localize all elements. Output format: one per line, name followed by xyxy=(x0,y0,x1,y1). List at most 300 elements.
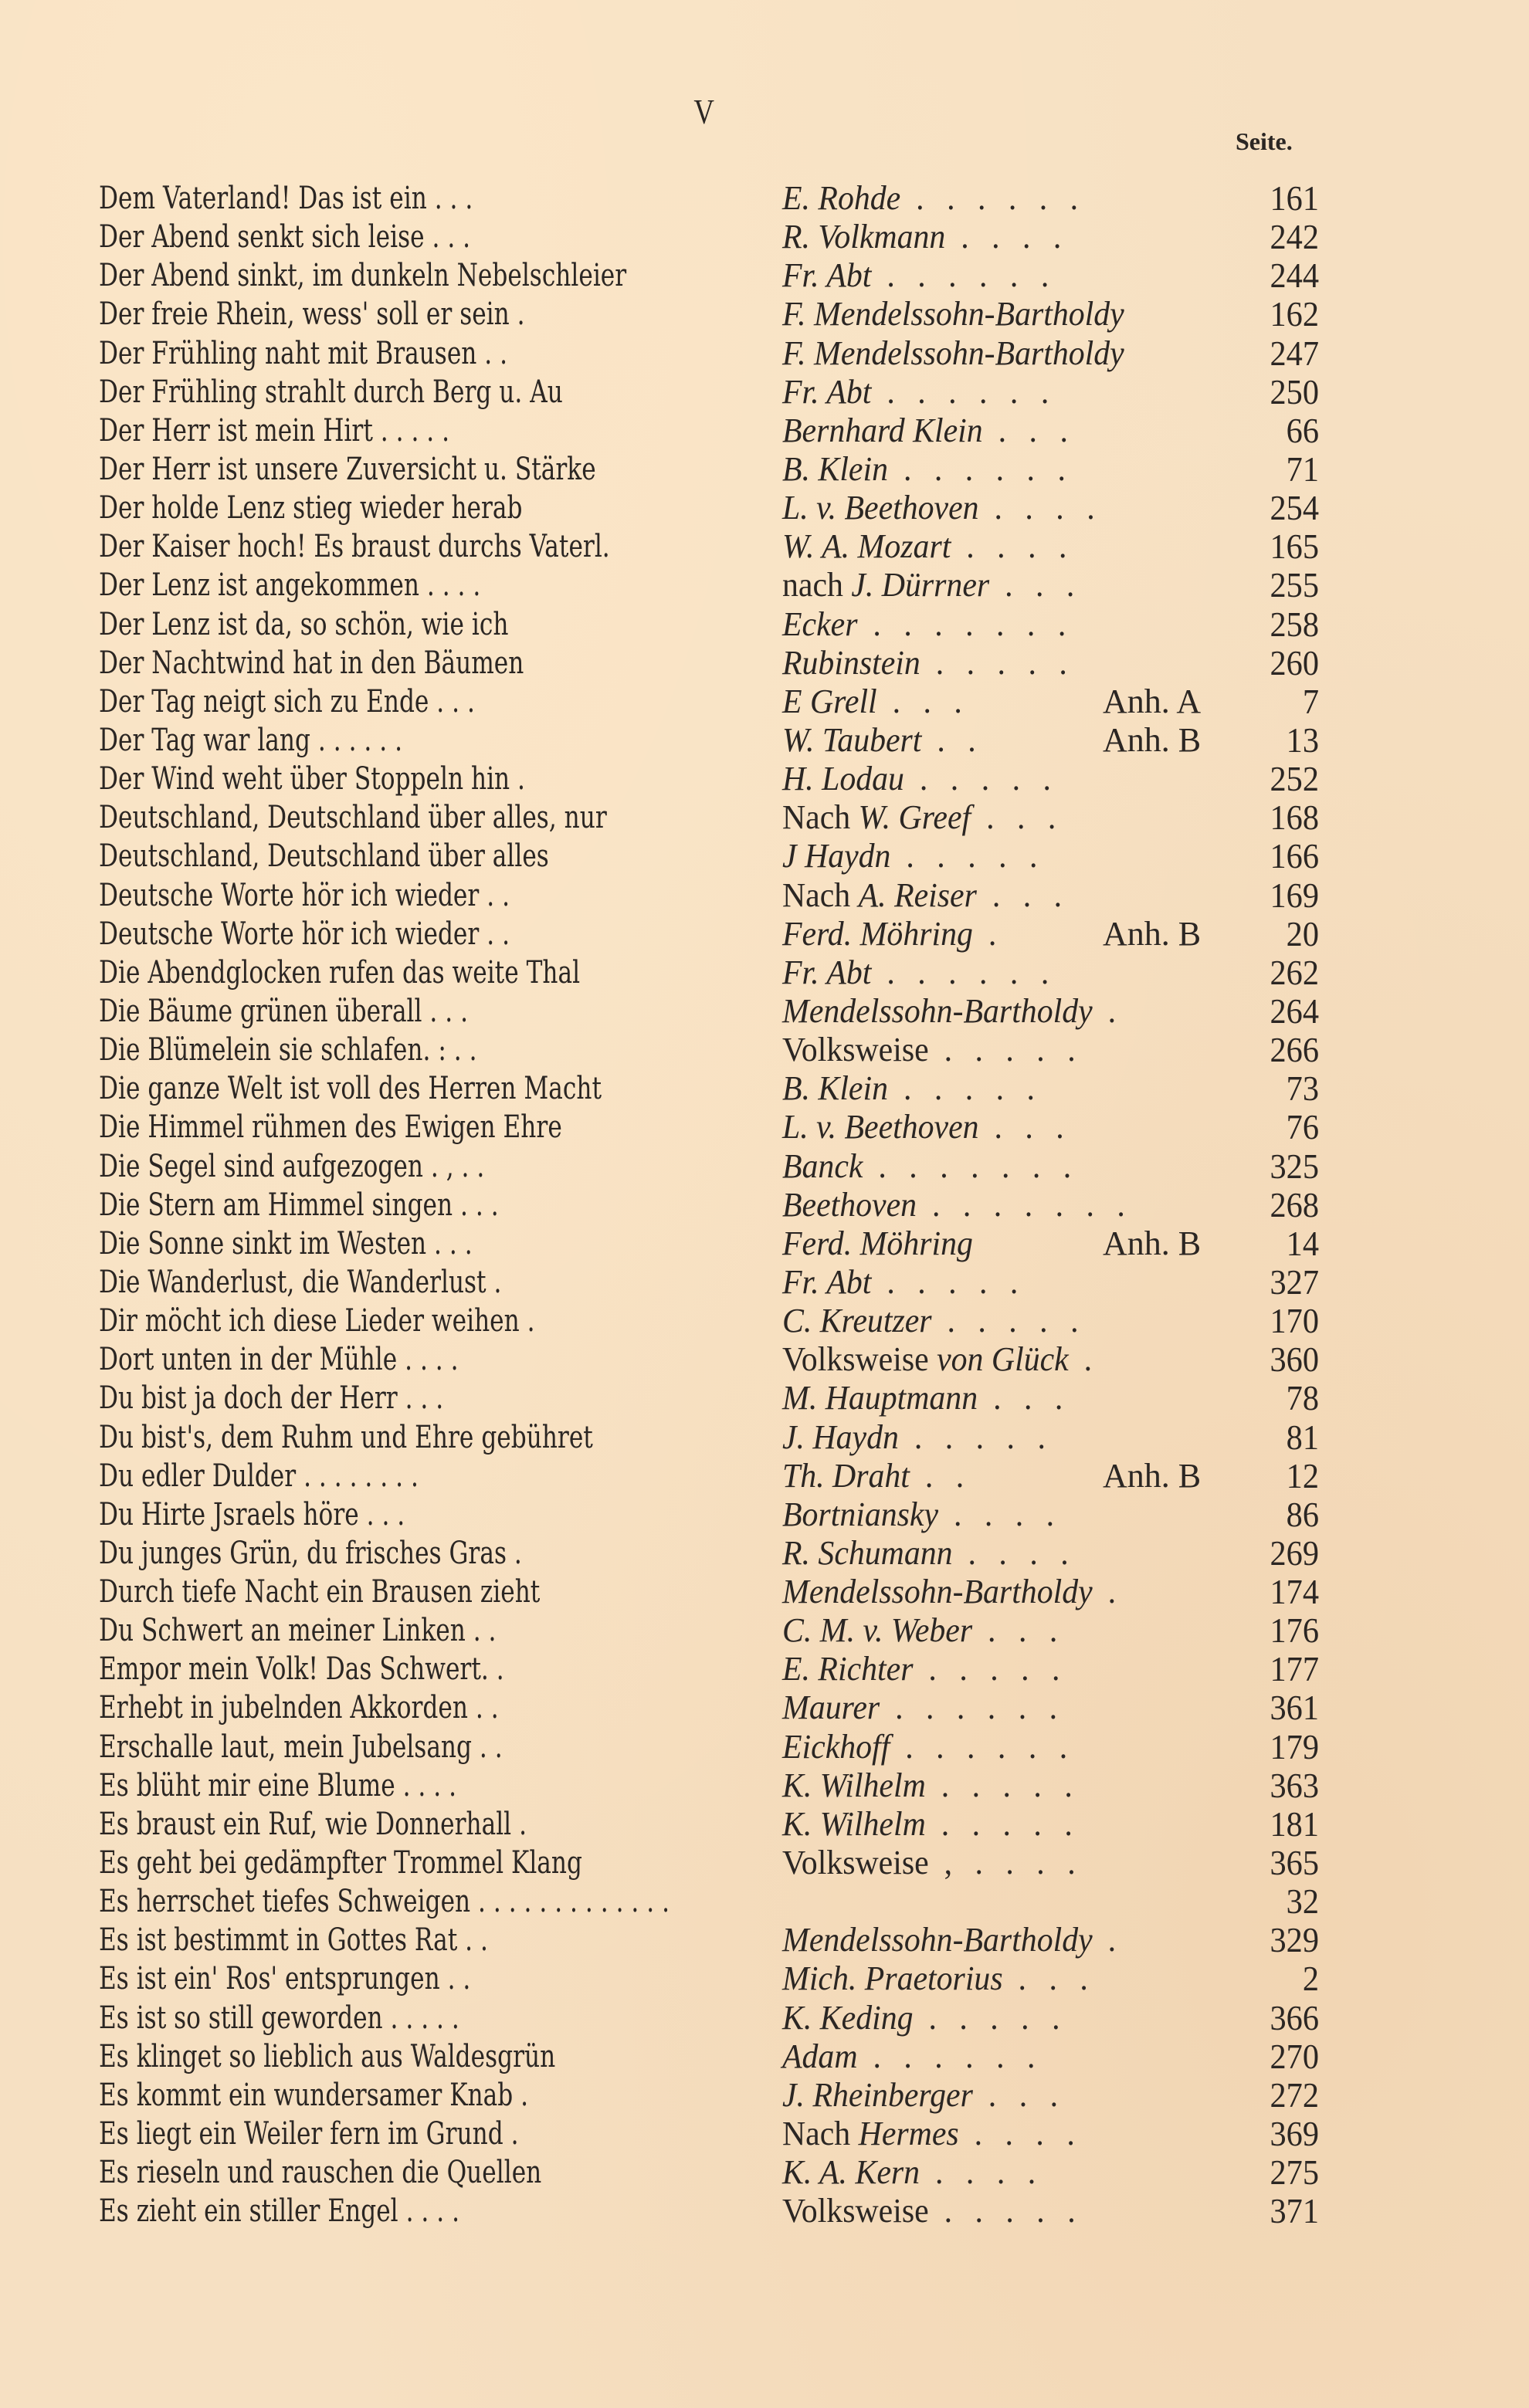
index-entry xyxy=(99,760,1319,798)
composer-prefix: Nach xyxy=(782,875,859,914)
page-ref: 254 xyxy=(1270,488,1319,528)
composer xyxy=(782,2115,1082,2153)
index-entry xyxy=(99,295,1319,334)
composer xyxy=(782,411,1075,450)
page-ref: 12 xyxy=(1286,1455,1319,1495)
page-ref: 2 xyxy=(1302,1959,1319,1999)
page-ref: 32 xyxy=(1286,1881,1319,1922)
index-entry xyxy=(99,1147,1319,1186)
dot-leader: . . . xyxy=(972,1611,1065,1650)
index-entry xyxy=(99,1766,1319,1805)
composer xyxy=(782,1688,1065,1727)
composer xyxy=(782,644,1074,682)
page-ref: 361 xyxy=(1270,1688,1319,1728)
index-entry xyxy=(99,2076,1319,2115)
page-ref: 165 xyxy=(1270,527,1319,567)
dot-leader: . . . xyxy=(971,798,1063,837)
composer-name: Bernhard Klein xyxy=(782,411,983,449)
page-ref: 269 xyxy=(1270,1533,1319,1573)
index-entry xyxy=(99,450,1319,489)
page-ref: 14 xyxy=(1286,1223,1319,1263)
page-ref: 266 xyxy=(1270,1030,1319,1070)
index-entry xyxy=(99,1844,1319,1882)
index-entry xyxy=(99,992,1319,1031)
dot-leader: . . . . xyxy=(945,218,1069,256)
composer-name: C. Kreutzer xyxy=(782,1302,932,1340)
composer-name: Fr. Abt xyxy=(782,953,872,991)
dot-leader: . . . . . xyxy=(887,1069,1042,1108)
composer xyxy=(782,1766,1080,1805)
page-ref: 268 xyxy=(1270,1184,1319,1224)
page-ref: 325 xyxy=(1270,1146,1319,1186)
dot-leader: . . . . . . xyxy=(880,1688,1065,1727)
composer-name: Maurer xyxy=(782,1688,880,1727)
index-entry xyxy=(99,2192,1319,2230)
composer xyxy=(782,218,1069,256)
composer-name: R. Volkmann xyxy=(782,218,946,256)
composer xyxy=(782,1921,1124,1959)
page-ref: 272 xyxy=(1270,2074,1319,2115)
composer-name: B. Klein xyxy=(782,449,888,488)
page-ref: 166 xyxy=(1270,836,1319,876)
page-ref: 73 xyxy=(1286,1069,1319,1109)
page-ref: 177 xyxy=(1270,1649,1319,1689)
composer-name: L. v. Beethoven xyxy=(782,1108,979,1146)
index-entry xyxy=(99,1573,1319,1611)
composer xyxy=(782,527,1074,566)
composer-name: Mendelssohn-Bartholdy xyxy=(782,991,1093,1030)
song-title: Du bist ja doch der Herr . . . xyxy=(99,1380,444,1417)
dot-leader: . . . . . . . xyxy=(917,1185,1133,1224)
song-title: Die Segel sind aufgezogen . , . . xyxy=(99,1148,485,1184)
index-entry xyxy=(99,1069,1319,1108)
dot-leader: . . . . xyxy=(938,1495,1062,1533)
index-entry xyxy=(99,527,1319,566)
song-title: Es ist so still geworden . . . . . xyxy=(99,2000,459,2036)
composer-name: Rubinstein xyxy=(782,643,920,682)
index-entry xyxy=(99,1959,1319,1998)
page-ref: 329 xyxy=(1270,1920,1319,1960)
page-ref: 260 xyxy=(1270,642,1319,682)
page-column-header: Seite. xyxy=(1236,127,1293,155)
composer-name: B. Klein xyxy=(782,1069,888,1108)
dot-leader: . . . . . . xyxy=(890,1727,1075,1766)
appendix-label: Anh. B xyxy=(1103,1224,1202,1262)
song-title: Die ganze Welt ist voll des Herren Macht xyxy=(99,1071,602,1107)
index-entry xyxy=(99,1495,1319,1534)
song-title: Der holde Lenz stieg wieder herab xyxy=(99,490,523,527)
composer xyxy=(782,1805,1080,1844)
index-entry xyxy=(99,2153,1319,2192)
composer-name: Ferd. Möhring xyxy=(782,1224,973,1262)
index-entry xyxy=(99,721,1319,760)
song-index-list xyxy=(99,179,1319,2230)
song-title: Deutschland, Deutschland über alles xyxy=(99,838,549,875)
song-title: Es zieht ein stiller Engel . . . . xyxy=(99,2193,460,2230)
index-entry xyxy=(99,566,1319,605)
song-title: Erschalle laut, mein Jubelsang . . xyxy=(99,1729,503,1765)
page-ref: 366 xyxy=(1270,1997,1319,2037)
dot-leader: . . . . . xyxy=(928,2192,1083,2230)
page-ref: 7 xyxy=(1302,681,1319,721)
page-ref: 264 xyxy=(1270,991,1319,1031)
page-ref: 20 xyxy=(1286,913,1319,953)
dot-leader: . . . . . . xyxy=(871,256,1056,295)
dot-leader: . . . xyxy=(978,1108,1072,1146)
composer xyxy=(782,1224,973,1263)
song-title: Die Himmel rühmen des Ewigen Ehre xyxy=(99,1109,562,1146)
dot-leader: . . . xyxy=(972,2075,1066,2114)
composer xyxy=(782,1147,1079,1186)
page-ref: 252 xyxy=(1270,759,1319,799)
song-title: Der Lenz ist da, so schön, wie ich xyxy=(99,606,509,642)
composer xyxy=(782,450,1073,489)
song-title: Es geht bei gedämpfter Trommel Klang xyxy=(99,1845,582,1881)
dot-leader: . . . . . xyxy=(871,1262,1026,1301)
composer-name: W. Taubert xyxy=(782,720,922,759)
dot-leader: . . . . . xyxy=(925,1766,1080,1804)
composer xyxy=(782,605,1073,644)
dot-leader: . . . . . xyxy=(904,760,1059,798)
composer xyxy=(782,1728,1075,1766)
song-title: Der Herr ist mein Hirt . . . . . xyxy=(99,412,450,449)
composer xyxy=(782,1457,971,1495)
page-ref: 270 xyxy=(1270,2036,1319,2076)
index-entry xyxy=(99,1418,1319,1457)
composer-name: F. Mendelssohn-Bartholdy xyxy=(782,295,1124,334)
composer-name: Adam xyxy=(782,2037,858,2075)
page-ref: 81 xyxy=(1286,1417,1319,1457)
composer-attribution: von Glück xyxy=(937,1340,1069,1379)
song-title: Es blüht mir eine Blume . . . . xyxy=(99,1767,457,1803)
composer xyxy=(782,1534,1076,1573)
composer xyxy=(782,1379,1070,1417)
index-entry xyxy=(99,1224,1319,1263)
song-title: Der Nachtwind hat in den Bäumen xyxy=(99,645,524,681)
composer xyxy=(782,1069,1042,1108)
page-ref: 71 xyxy=(1286,449,1319,489)
song-title: Der Herr ist unsere Zuversicht u. Stärke xyxy=(99,451,596,487)
dot-leader: . . . . . xyxy=(920,643,1075,682)
index-entry xyxy=(99,682,1319,721)
composer-name: Mendelssohn-Bartholdy xyxy=(782,1921,1093,1959)
composer-name: Mich. Praetorius xyxy=(782,1959,1003,1998)
composer xyxy=(782,876,1070,915)
song-title: Dem Vaterland! Das ist ein . . . xyxy=(99,181,473,216)
index-entry xyxy=(99,1031,1319,1069)
composer-name: Ecker xyxy=(782,605,858,643)
page-ref: 244 xyxy=(1270,256,1319,296)
index-entry xyxy=(99,2037,1319,2076)
index-entry xyxy=(99,1650,1319,1688)
composer-name: E. Rohde xyxy=(782,179,901,217)
index-entry xyxy=(99,915,1319,953)
composer xyxy=(782,1108,1071,1146)
dot-leader: . . . . . . xyxy=(857,2037,1042,2075)
composer xyxy=(782,760,1058,798)
dot-leader: . xyxy=(1092,991,1124,1030)
dot-leader: . . . . . . . xyxy=(863,1146,1079,1185)
page-ref: 247 xyxy=(1270,333,1319,373)
song-title: Du bist's, dem Ruhm und Ehre gebühret xyxy=(99,1419,593,1455)
composer-name: Banck xyxy=(782,1146,863,1185)
composer-name: Volksweise xyxy=(782,1340,937,1379)
index-entry xyxy=(99,1340,1319,1379)
composer-name: Hermes xyxy=(858,2115,959,2153)
composer xyxy=(782,1959,1095,1998)
song-title: Es herrschet tiefes Schweigen . . . . . . . . . . . . . xyxy=(99,1884,670,1920)
index-entry xyxy=(99,1805,1319,1844)
index-entry xyxy=(99,373,1319,411)
composer-name: F. Mendelssohn-Bartholdy xyxy=(782,334,1124,372)
song-title: Dort unten in der Mühle . . . . xyxy=(99,1342,459,1378)
song-title: Die Wanderlust, die Wanderlust . xyxy=(99,1264,502,1300)
song-title: Die Bäume grünen überall . . . xyxy=(99,993,469,1029)
composer xyxy=(782,295,1124,334)
index-entry xyxy=(99,411,1319,450)
song-title: Der Tag war lang . . . . . . xyxy=(99,722,402,758)
song-title: Der freie Rhein, wess' soll er sein . xyxy=(99,296,525,333)
dot-leader: . . . xyxy=(982,411,1076,449)
composer-name: E. Richter xyxy=(782,1650,914,1688)
dot-leader: . . . . . . . xyxy=(857,605,1073,643)
composer xyxy=(782,1340,1100,1379)
composer-name: Mendelssohn-Bartholdy xyxy=(782,1573,1093,1611)
page-ref: 78 xyxy=(1286,1378,1319,1418)
dot-leader: . xyxy=(1068,1340,1100,1379)
dot-leader: . . xyxy=(909,1456,971,1495)
page-ref: 174 xyxy=(1270,1572,1319,1612)
composer xyxy=(782,1650,1067,1688)
composer xyxy=(782,2037,1042,2076)
composer-name: Fr. Abt xyxy=(782,372,872,411)
page-ref: 13 xyxy=(1286,720,1319,760)
dot-leader: . . xyxy=(921,720,984,759)
composer-name: H. Lodau xyxy=(782,760,904,798)
song-title: Es ist ein' Ros' entsprungen . . xyxy=(99,1961,471,1997)
dot-leader: . . . . . xyxy=(913,1998,1068,2037)
song-title: Du Hirte Jsraels höre . . . xyxy=(99,1496,405,1533)
index-entry xyxy=(99,605,1319,644)
song-title: Der Wind weht über Stoppeln hin . xyxy=(99,761,525,798)
composer-name: J. Rheinberger xyxy=(782,2075,973,2114)
composer-name: C. M. v. Weber xyxy=(782,1611,973,1650)
composer-name: E Grell xyxy=(782,682,877,720)
page-ref: 363 xyxy=(1270,1765,1319,1805)
index-entry xyxy=(99,1728,1319,1766)
composer xyxy=(782,2076,1066,2115)
dot-leader: . xyxy=(1092,1921,1124,1959)
page-ref: 250 xyxy=(1270,371,1319,411)
song-title: Es kommt ein wundersamer Knab . xyxy=(99,2077,529,2113)
dot-leader: . . . . . xyxy=(890,837,1045,875)
composer-name: Volksweise xyxy=(782,1031,929,1069)
index-entry xyxy=(99,876,1319,915)
composer-prefix: Nach xyxy=(782,2115,859,2153)
song-title: Der Frühling naht mit Brausen . . xyxy=(99,335,508,371)
composer-name: A. Reiser xyxy=(858,875,977,914)
composer xyxy=(782,953,1056,992)
composer-name: W. A. Mozart xyxy=(782,527,951,566)
composer xyxy=(782,798,1063,837)
dot-leader: . . . xyxy=(1002,1959,1096,1998)
dot-leader: . . . . . xyxy=(931,1302,1087,1340)
composer-name: W. Greef xyxy=(858,798,971,837)
composer-name: L. v. Beethoven xyxy=(782,489,979,527)
index-entry xyxy=(99,1882,1319,1921)
index-entry xyxy=(99,489,1319,527)
dot-leader: . . . . . xyxy=(913,1650,1067,1688)
composer-name: Eickhoff xyxy=(782,1727,890,1766)
composer xyxy=(782,1263,1026,1302)
song-title: Es ist bestimmt in Gottes Rat . . xyxy=(99,1922,488,1959)
composer-name: M. Hauptmann xyxy=(782,1379,978,1417)
composer-name: Bortniansky xyxy=(782,1495,939,1533)
page-ref: 371 xyxy=(1270,2191,1319,2231)
song-title: Es klinget so lieblich aus Waldesgrün xyxy=(99,2038,556,2074)
page-ref: 181 xyxy=(1270,1803,1319,1844)
index-entry xyxy=(99,2115,1319,2153)
composer xyxy=(782,721,983,760)
dot-leader: . . . . xyxy=(951,527,1074,566)
index-entry xyxy=(99,218,1319,256)
index-entry xyxy=(99,179,1319,218)
song-title: Es liegt ein Weiler fern im Grund . xyxy=(99,2116,519,2152)
dot-leader: . . . . . xyxy=(925,1804,1080,1843)
composer xyxy=(782,992,1124,1031)
composer-name: Ferd. Möhring xyxy=(782,914,973,953)
composer xyxy=(782,566,1082,605)
page-ref: 168 xyxy=(1270,798,1319,838)
dot-leader: . . . . . . xyxy=(900,179,1086,217)
page-ref: 262 xyxy=(1270,952,1319,992)
page-ref: 255 xyxy=(1270,565,1319,605)
song-title: Die Blümelein sie schlafen. : . . xyxy=(99,1032,477,1069)
composer xyxy=(782,179,1086,218)
song-title: Empor mein Volk! Das Schwert. . xyxy=(99,1651,504,1688)
page-ref: 76 xyxy=(1286,1107,1319,1147)
page-ref: 258 xyxy=(1270,604,1319,644)
page-ref: 86 xyxy=(1286,1494,1319,1534)
song-title: Es braust ein Ruf, wie Donnerhall . xyxy=(99,1806,527,1842)
dot-leader: . . . xyxy=(989,566,1082,605)
index-entry xyxy=(99,1108,1319,1146)
composer xyxy=(782,1611,1065,1650)
index-entry xyxy=(99,1999,1319,2037)
composer xyxy=(782,256,1056,295)
index-entry xyxy=(99,1457,1319,1495)
composer xyxy=(782,2192,1083,2230)
composer xyxy=(782,837,1045,875)
dot-leader: . . . . . xyxy=(898,1417,1053,1456)
song-title: Erhebt in jubelnden Akkorden . . xyxy=(99,1690,499,1726)
composer xyxy=(782,1031,1083,1069)
dot-leader: . xyxy=(1092,1573,1124,1611)
composer-name: Volksweise xyxy=(782,2192,929,2230)
dot-leader: . . . xyxy=(876,682,970,720)
song-title: Der Kaiser hoch! Es braust durchs Vaterl. xyxy=(99,529,610,565)
composer xyxy=(782,682,969,721)
composer-name: K. Keding xyxy=(782,1998,914,2037)
appendix-label: Anh. B xyxy=(1103,914,1202,953)
index-entry xyxy=(99,1302,1319,1340)
composer xyxy=(782,915,1004,953)
index-entry xyxy=(99,644,1319,682)
dot-leader: . . . . xyxy=(952,1533,1076,1572)
index-entry xyxy=(99,1921,1319,1959)
song-title: Die Abendglocken rufen das weite Thal xyxy=(99,954,581,991)
index-entry xyxy=(99,256,1319,295)
dot-leader: . . . . xyxy=(920,2153,1043,2192)
song-title: Du Schwert an meiner Linken . . xyxy=(99,1613,497,1649)
index-entry xyxy=(99,1534,1319,1573)
song-title: Deutschland, Deutschland über alles, nur xyxy=(99,800,607,836)
page-ref: 369 xyxy=(1270,2114,1319,2154)
dot-leader: . . . . . . xyxy=(871,953,1056,991)
composer-prefix: nach xyxy=(782,566,852,605)
page-ref: 170 xyxy=(1270,1301,1319,1341)
dot-leader: , . . . . xyxy=(928,1844,1083,1882)
composer xyxy=(782,1999,1067,2037)
composer-name: J. Haydn xyxy=(782,1417,899,1456)
song-title: Durch tiefe Nacht ein Brausen zieht xyxy=(99,1574,541,1610)
composer xyxy=(782,1495,1062,1534)
index-entry xyxy=(99,1263,1319,1302)
page-ref: 161 xyxy=(1270,178,1319,218)
song-title: Der Lenz ist angekommen . . . . xyxy=(99,567,481,604)
index-entry xyxy=(99,1379,1319,1417)
composer-name: K. A. Kern xyxy=(782,2153,920,2192)
page-ref: 365 xyxy=(1270,1843,1319,1883)
appendix-label: Anh. A xyxy=(1103,682,1202,720)
appendix-label: Anh. B xyxy=(1103,720,1202,759)
song-title: Dir möcht ich diese Lieder weihen . xyxy=(99,1303,535,1339)
composer-name: Beethoven xyxy=(782,1185,917,1224)
composer-name: Fr. Abt xyxy=(782,256,872,295)
composer xyxy=(782,1418,1053,1457)
page-ref: 179 xyxy=(1270,1726,1319,1766)
song-title: Es rieseln und rauschen die Quellen xyxy=(99,2155,542,2191)
composer xyxy=(782,1573,1124,1611)
index-entry xyxy=(99,837,1319,875)
dot-leader: . . . . . . xyxy=(887,449,1073,488)
index-entry xyxy=(99,1186,1319,1224)
index-entry xyxy=(99,1611,1319,1650)
page-ref: 176 xyxy=(1270,1610,1319,1651)
index-entry xyxy=(99,1688,1319,1727)
page-ref: 275 xyxy=(1270,2152,1319,2193)
composer-name: Th. Draht xyxy=(782,1456,910,1495)
composer-name: Volksweise xyxy=(782,1844,929,1882)
index-entry xyxy=(99,798,1319,837)
song-title: Die Stern am Himmel singen . . . xyxy=(99,1187,499,1223)
index-entry xyxy=(99,334,1319,373)
song-title: Deutsche Worte hör ich wieder . . xyxy=(99,916,510,952)
song-title: Der Abend sinkt, im dunkeln Nebelschleier xyxy=(99,258,627,294)
composer-name: R. Schumann xyxy=(782,1533,953,1572)
composer xyxy=(782,373,1056,411)
song-title: Die Sonne sinkt im Westen . . . xyxy=(99,1225,473,1262)
song-title: Deutsche Worte hör ich wieder . . xyxy=(99,877,510,913)
song-title: Du junges Grün, du frisches Gras . xyxy=(99,1535,522,1571)
page-number: V xyxy=(693,92,714,131)
dot-leader: . . . xyxy=(976,875,1070,914)
song-title: Du edler Dulder . . . . . . . . xyxy=(99,1458,419,1494)
composer xyxy=(782,1302,1086,1340)
song-title: Der Frühling strahlt durch Berg u. Au xyxy=(99,374,563,410)
index-entry xyxy=(99,953,1319,992)
appendix-label: Anh. B xyxy=(1103,1456,1202,1495)
